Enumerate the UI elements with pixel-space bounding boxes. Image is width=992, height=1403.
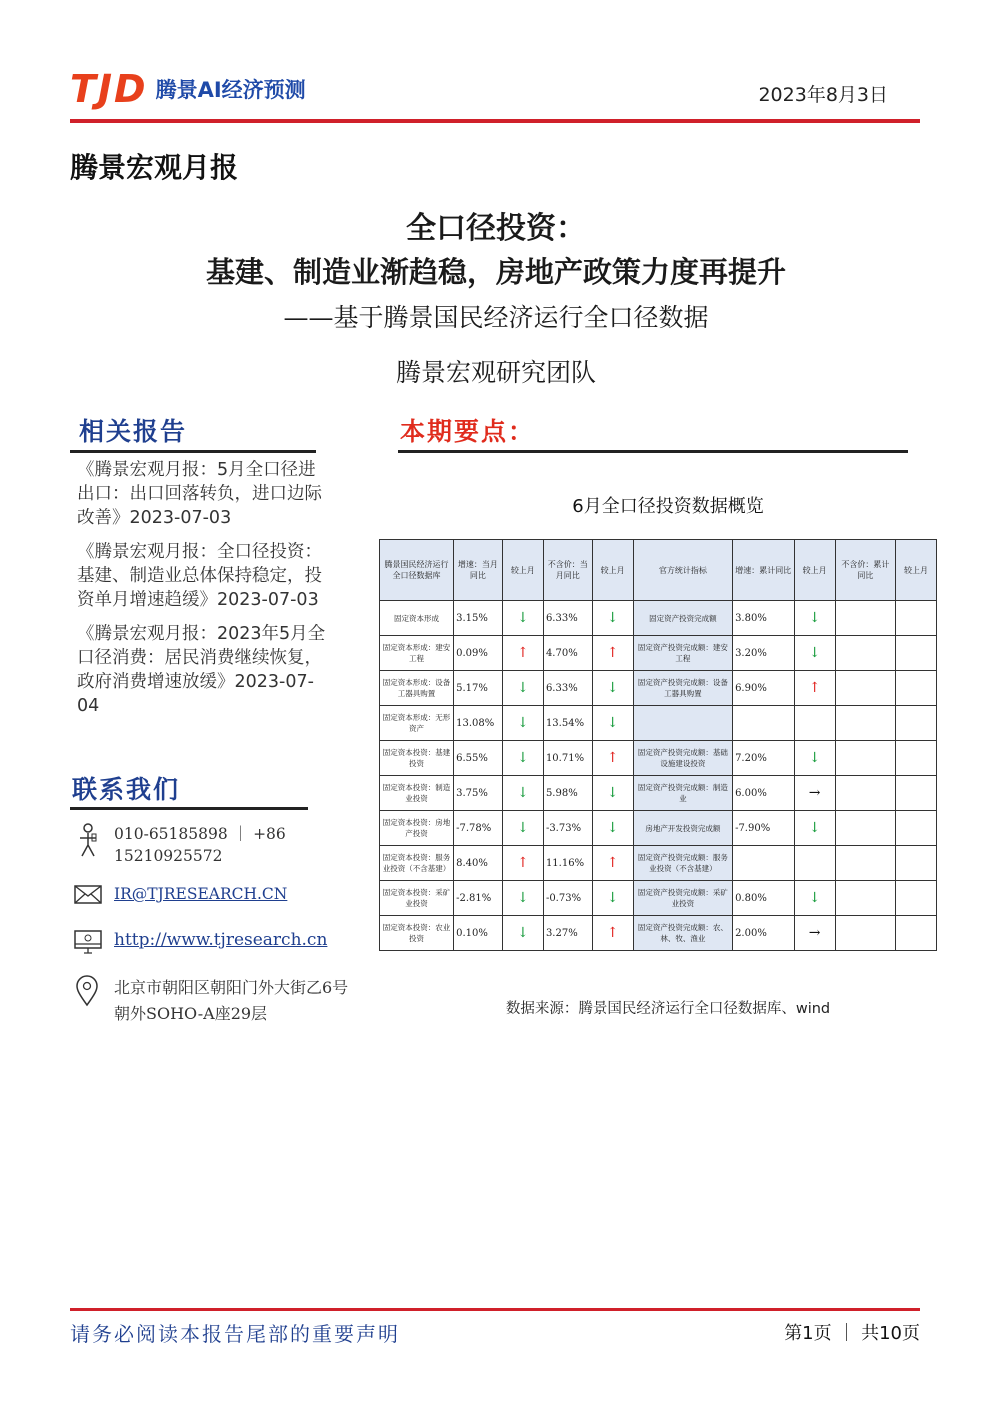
contact-address (74, 975, 359, 1027)
table-cell: 固定资本形成 (380, 601, 454, 636)
table-cell (835, 706, 895, 741)
trend-down-icon: ↓ (592, 881, 633, 916)
table-cell: 房地产开发投资完成额 (633, 811, 732, 846)
header-cell: 较上月 (794, 540, 835, 601)
table-row (380, 811, 937, 846)
trend-up-icon: ↑ (592, 636, 633, 671)
highlights-rule (398, 450, 908, 453)
trend-down-icon: ↓ (592, 776, 633, 811)
table-cell: 固定资本投资：服务业投资（不含基建） (380, 846, 454, 881)
header-cell: 不含价：当月同比 (543, 540, 592, 601)
table-cell (895, 636, 936, 671)
trend-down-icon: ↓ (502, 671, 543, 706)
table-cell: 3.27% (543, 916, 592, 951)
table-cell: 固定资产投资完成额：设备工器具购置 (633, 671, 732, 706)
table-cell: 0.09% (454, 636, 503, 671)
table-cell: 10.71% (543, 741, 592, 776)
table-cell: 固定资本投资：农业投资 (380, 916, 454, 951)
trend-up-icon: ↑ (502, 846, 543, 881)
table-cell (895, 776, 936, 811)
table-cell (835, 741, 895, 776)
related-report-link[interactable]: 《腾景宏观月报：5月全口径进出口：出口回落转负，进口边际改善》2023-07-03 (77, 460, 322, 528)
header-cell: 不含价：累计同比 (835, 540, 895, 601)
table-header-row (380, 540, 937, 601)
table-cell (835, 601, 895, 636)
table-cell (835, 881, 895, 916)
doc-type: 腾景宏观月报 (70, 151, 239, 184)
header-rule (70, 119, 920, 123)
page-number: 第1页 ｜ 共10页 (784, 1323, 920, 1344)
table-cell: 13.54% (543, 706, 592, 741)
table-cell (633, 706, 732, 741)
table-cell (835, 776, 895, 811)
contact-rule (70, 807, 308, 810)
related-rule (70, 450, 316, 453)
table-cell: 0.80% (733, 881, 794, 916)
trend-up-icon: ↑ (502, 636, 543, 671)
table-cell: 固定资本投资：基建投资 (380, 741, 454, 776)
table-cell: 固定资本形成：无形资产 (380, 706, 454, 741)
table-title: 6月全口径投资数据概览 (572, 496, 764, 517)
table-cell (895, 916, 936, 951)
table-row (380, 601, 937, 636)
table-cell: 固定资产投资完成额：基础设施建设投资 (633, 741, 732, 776)
trend-down-icon: ↓ (794, 741, 835, 776)
header-cell: 增速：当月同比 (454, 540, 503, 601)
table-cell (895, 601, 936, 636)
monitor-icon (74, 929, 104, 959)
table-row (380, 636, 937, 671)
trend-up-icon: ↑ (592, 741, 633, 776)
contact-phone (74, 823, 354, 867)
table-cell (895, 846, 936, 881)
title-line-2: 基建、制造业渐趋稳，房地产政策力度再提升 (205, 255, 786, 289)
table-row (380, 741, 937, 776)
table-cell: 5.98% (543, 776, 592, 811)
logo-mark: TJD (70, 67, 148, 111)
trend-up-icon: ↑ (592, 916, 633, 951)
header-cell: 较上月 (502, 540, 543, 601)
trend-down-icon: ↓ (502, 916, 543, 951)
table-cell (835, 916, 895, 951)
table-cell: 3.80% (733, 601, 794, 636)
trend-down-icon: ↓ (502, 881, 543, 916)
table-cell (895, 671, 936, 706)
table-cell: 固定资本投资：房地产投资 (380, 811, 454, 846)
related-report-link[interactable]: 《腾景宏观月报：2023年5月全口径消费：居民消费继续恢复，政府消费增速放缓》2023-07-04 (77, 624, 326, 716)
table-cell: -3.73% (543, 811, 592, 846)
header-cell: 增速：累计同比 (733, 540, 794, 601)
table-row (380, 916, 937, 951)
table-cell: 6.33% (543, 671, 592, 706)
highlights-heading: 本期要点： (400, 417, 536, 446)
trend-down-icon: ↓ (502, 601, 543, 636)
table-cell: 固定资本形成：设备工器具购置 (380, 671, 454, 706)
disclaimer-notice: 请务必阅读本报告尾部的重要声明 (70, 1322, 400, 1346)
phone-person-icon (74, 823, 104, 853)
trend-down-icon: ↓ (592, 811, 633, 846)
author-team: 腾景宏观研究团队 (395, 358, 596, 387)
phone-text: 010-65185898 ｜ +86 15210925572 (114, 825, 286, 865)
table-cell: 固定资本投资：采矿业投资 (380, 881, 454, 916)
table-cell: 11.16% (543, 846, 592, 881)
table-cell (835, 846, 895, 881)
table-cell (794, 706, 835, 741)
title-line-1: 全口径投资： (406, 211, 586, 246)
website-link[interactable]: http://www.tjresearch.cn (114, 930, 328, 950)
table-cell: -7.78% (454, 811, 503, 846)
table-cell (733, 846, 794, 881)
table-cell: 6.33% (543, 601, 592, 636)
trend-down-icon: ↓ (794, 881, 835, 916)
table-cell: 3.75% (454, 776, 503, 811)
trend-down-icon: ↓ (502, 811, 543, 846)
table-cell: -2.81% (454, 881, 503, 916)
trend-down-icon: ↓ (592, 671, 633, 706)
table-cell: -7.90% (733, 811, 794, 846)
trend-down-icon: ↓ (502, 706, 543, 741)
table-cell (835, 671, 895, 706)
table-cell (895, 706, 936, 741)
table-row (380, 846, 937, 881)
table-cell: 固定资产投资完成额：制造业 (633, 776, 732, 811)
table-cell: 8.40% (454, 846, 503, 881)
table-row (380, 671, 937, 706)
table-cell: 固定资本投资：制造业投资 (380, 776, 454, 811)
contact-email (74, 883, 354, 913)
trend-down-icon: ↓ (502, 776, 543, 811)
related-report-link[interactable]: 《腾景宏观月报：全口径投资：基建、制造业总体保持稳定，投资单月增速趋缓》2023-07-03 (77, 542, 322, 610)
header-cell: 官方统计指标 (633, 540, 732, 601)
table-cell: 7.20% (733, 741, 794, 776)
table-row (380, 706, 937, 741)
table-cell: 固定资产投资完成额：服务业投资（不含基建） (633, 846, 732, 881)
table-cell: 固定资产投资完成额：农、林、牧、渔业 (633, 916, 732, 951)
footer-rule (70, 1308, 920, 1311)
trend-up-icon: ↑ (794, 671, 835, 706)
table-cell (835, 636, 895, 671)
table-cell (794, 846, 835, 881)
table-cell: 3.20% (733, 636, 794, 671)
table-cell (895, 811, 936, 846)
email-link[interactable]: IR@TJRESEARCH.CN (114, 885, 288, 903)
table-cell: 3.15% (454, 601, 503, 636)
header-cell: 腾景国民经济运行全口径数据库 (380, 540, 454, 601)
table-cell: 固定资本形成：建安工程 (380, 636, 454, 671)
trend-down-icon: ↓ (794, 636, 835, 671)
brand-logo (70, 67, 306, 111)
contact-web (74, 929, 354, 959)
contact-heading: 联系我们 (72, 775, 181, 804)
table-cell: 5.17% (454, 671, 503, 706)
table-cell: 固定资产投资完成额 (633, 601, 732, 636)
title-line-3: ——基于腾景国民经济运行全口径数据 (283, 303, 709, 332)
related-list (77, 458, 327, 728)
table-cell (733, 706, 794, 741)
table-cell (835, 811, 895, 846)
header-cell: 较上月 (895, 540, 936, 601)
related-heading: 相关报告 (79, 417, 188, 446)
trend-down-icon: ↓ (794, 811, 835, 846)
table-cell: 6.55% (454, 741, 503, 776)
trend-up-icon: ↑ (592, 846, 633, 881)
table-cell: 固定资产投资完成额：采矿业投资 (633, 881, 732, 916)
table-cell: 13.08% (454, 706, 503, 741)
table-cell: 2.00% (733, 916, 794, 951)
table-row (380, 881, 937, 916)
mail-icon (74, 883, 104, 913)
table-cell: 6.00% (733, 776, 794, 811)
table-cell: 0.10% (454, 916, 503, 951)
address-text: 北京市朝阳区朝阳门外大街乙6号朝外SOHO-A座29层 (114, 978, 349, 1023)
report-date: 2023年8月3日 (758, 84, 888, 106)
data-source: 数据来源：腾景国民经济运行全口径数据库、wind (505, 1001, 831, 1017)
table-cell: 固定资产投资完成额：建安工程 (633, 636, 732, 671)
investment-overview-table (379, 539, 937, 951)
trend-flat-icon: → (794, 916, 835, 951)
table-cell: 6.90% (733, 671, 794, 706)
trend-down-icon: ↓ (794, 601, 835, 636)
table-cell: -0.73% (543, 881, 592, 916)
trend-down-icon: ↓ (592, 601, 633, 636)
table-cell (895, 741, 936, 776)
trend-down-icon: ↓ (592, 706, 633, 741)
table-cell: 4.70% (543, 636, 592, 671)
logo-text: 腾景AI经济预测 (155, 78, 306, 102)
table-row (380, 776, 937, 811)
trend-down-icon: ↓ (502, 741, 543, 776)
table-cell (895, 881, 936, 916)
header-cell: 较上月 (592, 540, 633, 601)
trend-flat-icon: → (794, 776, 835, 811)
location-pin-icon (74, 975, 104, 1005)
